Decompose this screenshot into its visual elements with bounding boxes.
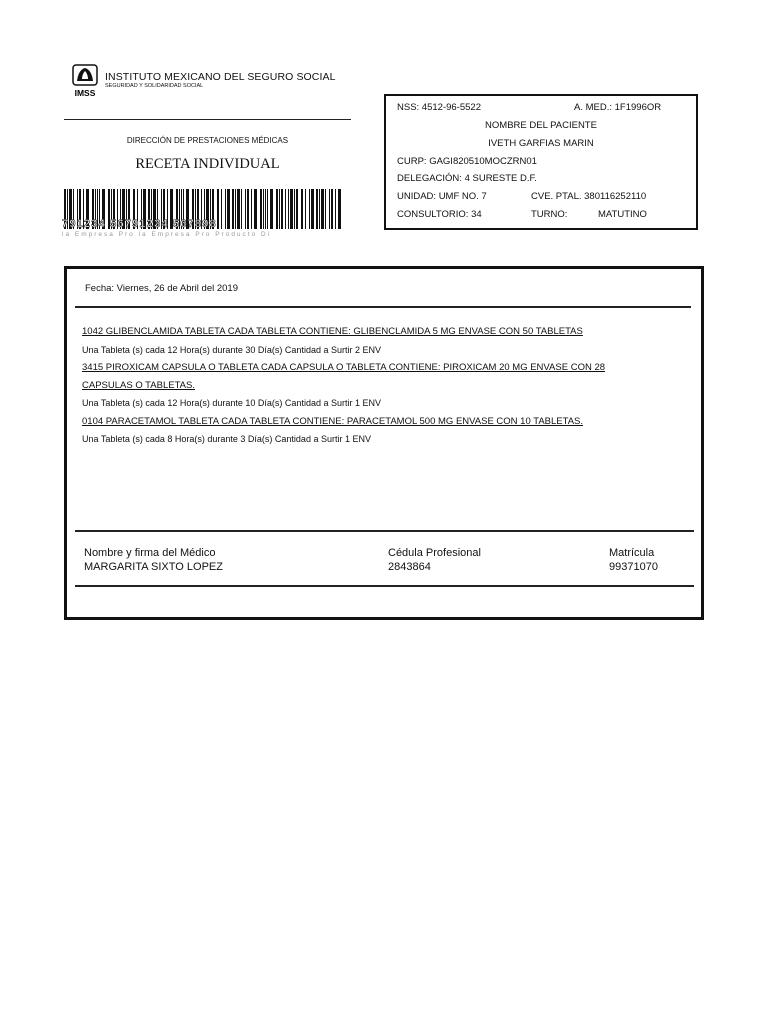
turno-label: TURNO: [531, 209, 568, 220]
signature-top-divider [75, 530, 694, 532]
medico-name: MARGARITA SIXTO LOPEZ [84, 561, 223, 573]
barcode-digits: 791234 56791234 567898 [62, 218, 217, 230]
patient-name-label: NOMBRE DEL PACIENTE [485, 120, 597, 131]
medication-title-continued: CAPSULAS O TABLETAS. [82, 380, 195, 391]
curp-field: CURP: GAGI820510MOCZRN01 [397, 156, 537, 167]
delegacion-field: DELEGACIÓN: 4 SURESTE D.F. [397, 173, 537, 184]
document-title: RECETA INDIVIDUAL [135, 156, 280, 172]
medication-dosage: Una Tableta (s) cada 12 Hora(s) durante 10 Día(s) Cantidad a Surtir 1 ENV [82, 398, 381, 408]
cve-ptal-field: CVE. PTAL. 380116252110 [531, 191, 647, 202]
direccion-heading: DIRECCIÓN DE PRESTACIONES MÉDICAS [126, 136, 289, 145]
header-divider [64, 119, 351, 120]
signature-bottom-divider [75, 585, 694, 587]
barcode-caption: la Empresa Pro la Empresa Pro Producto Di [62, 231, 272, 238]
turno-value: MATUTINO [598, 209, 647, 220]
medication-title: 3415 PIROXICAM CAPSULA O TABLETA CADA CAPSULA O TABLETA CONTIENE: PIROXICAM 20 MG ENVASE CON 28 [82, 362, 606, 373]
nss-field: NSS: 4512-96-5522 [397, 102, 481, 113]
unidad-field: UNIDAD: UMF NO. 7 [397, 191, 487, 202]
imss-logo [72, 64, 98, 98]
a-med-field: A. MED.: 1F1996OR [574, 102, 662, 113]
patient-name: IVETH GARFIAS MARIN [488, 138, 594, 149]
institution-name: INSTITUTO MEXICANO DEL SEGURO SOCIAL [105, 71, 336, 83]
date-divider [75, 306, 691, 308]
matricula-label: Matrícula [609, 547, 655, 559]
matricula-value: 99371070 [609, 561, 658, 573]
consultorio-field: CONSULTORIO: 34 [397, 209, 482, 220]
medication-title: 0104 PARACETAMOL TABLETA CADA TABLETA CONTIENE: PARACETAMOL 500 MG ENVASE CON 10 TABLETAS. [82, 416, 584, 427]
medico-label: Nombre y firma del Médico [84, 547, 216, 559]
prescription-date: Fecha: Viernes, 26 de Abril del 2019 [85, 283, 238, 294]
cedula-value: 2843864 [388, 561, 431, 573]
patient-info-box [384, 94, 698, 230]
cedula-label: Cédula Profesional [388, 547, 481, 559]
medication-dosage: Una Tableta (s) cada 12 Hora(s) durante 30 Día(s) Cantidad a Surtir 2 ENV [82, 345, 381, 355]
medication-dosage: Una Tableta (s) cada 8 Hora(s) durante 3 Día(s) Cantidad a Surtir 1 ENV [82, 434, 371, 444]
medication-title: 1042 GLIBENCLAMIDA TABLETA CADA TABLETA CONTIENE: GLIBENCLAMIDA 5 MG ENVASE CON 50 TABLETAS [82, 326, 583, 337]
svg-text:IMSS: IMSS [74, 88, 96, 98]
institution-tagline: SEGURIDAD Y SOLIDARIDAD SOCIAL [105, 83, 204, 89]
